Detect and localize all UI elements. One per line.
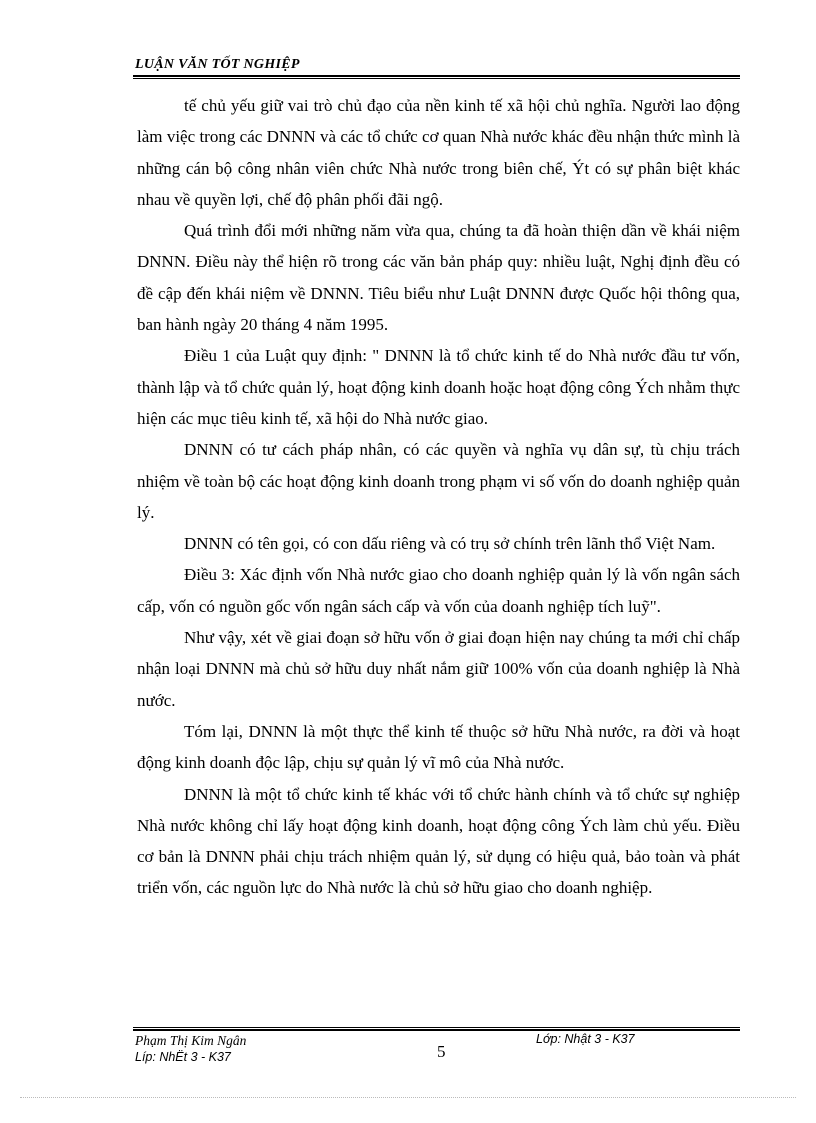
footer-author: Phạm Thị Kim Ngân	[135, 1033, 247, 1048]
footer-class-left: Líp: NhËt 3 - K37	[135, 1050, 231, 1064]
body-text	[137, 90, 740, 904]
paragraph-1: tế chủ yếu giữ vai trò chủ đạo của nền kinh tế xã hội chủ nghĩa. Người lao động làm việc trong các DNNN và các tổ chức cơ quan Nhà nước khác đều nhận thức mình là những cán bộ công nhân viên chức Nhà nước trong biên chế, Ýt có sự phân biệt khác nhau về quyền lợi, chế độ phân phối đãi ngộ.	[137, 96, 740, 209]
paragraph-4: DNNN có tư cách pháp nhân, có các quyền và nghĩa vụ dân sự, tù chịu trách nhiệm về toàn bộ các hoạt động kinh doanh trong phạm vi số vốn do doanh nghiệp quản lý.	[137, 440, 740, 522]
paragraph-6: Điều 3: Xác định vốn Nhà nước giao cho doanh nghiệp quản lý là vốn ngân sách cấp, vốn có nguồn gốc vốn ngân sách cấp và vốn của doanh nghiệp tích luỹ".	[137, 565, 740, 616]
paragraph-2: Quá trình đổi mới những năm vừa qua, chúng ta đã hoàn thiện dần về khái niệm DNNN. Điều này thể hiện rõ trong các văn bản pháp quy: nhiều luật, Nghị định đều có đề cập đến khái niệm về DNNN. Tiêu biểu như Luật DNNN được Quốc hội thông qua, ban hành ngày 20 tháng 4 năm 1995.	[137, 221, 740, 335]
paragraph-3: Điều 1 của Luật quy định: " DNNN là tổ chức kinh tế do Nhà nước đầu tư vốn, thành lập và tổ chức quản lý, hoạt động kinh doanh hoặc hoạt động công Ých nhằm thực hiện các mục tiêu kinh tế, xã hội do Nhà nước giao.	[137, 346, 740, 428]
footer-rule-thin	[133, 1027, 740, 1028]
page-number: 5	[437, 1042, 446, 1061]
footer-class-right: Lớp: Nhật 3 - K37	[536, 1032, 635, 1046]
header-rule-thin	[133, 78, 740, 79]
footer-rule-thick	[133, 1029, 740, 1031]
header-rule-thick	[133, 75, 740, 77]
paragraph-8: Tóm lại, DNNN là một thực thể kinh tế thuộc sở hữu Nhà nước, ra đời và hoạt động kinh doanh độc lập, chịu sự quản lý vĩ mô của Nhà nước.	[137, 721, 740, 773]
paragraph-9: DNNN là một tổ chức kinh tế khác với tổ chức hành chính và tổ chức sự nghiệp Nhà nước không chỉ lấy hoạt động kinh doanh, hoạt động công Ých làm chủ yếu. Điều cơ bản là DNNN phải chịu trách nhiệm quản lý, sử dụng có hiệu quả, bảo toàn và phát triển vốn, các nguồn lực do Nhà nước là chủ sở hữu giao cho doanh nghiệp.	[137, 784, 740, 898]
paragraph-5: DNNN có tên gọi, có con dấu riêng và có trụ sở chính trên lãnh thổ Việt Nam.	[184, 534, 716, 554]
paragraph-7: Như vậy, xét về giai đoạn sở hữu vốn ở giai đoạn hiện nay chúng ta mới chỉ chấp nhận loại DNNN mà chủ sở hữu duy nhất nắm giữ 100% vốn của doanh nghiệp là Nhà nước.	[137, 628, 740, 710]
page-break-line	[20, 1097, 796, 1098]
header-title: LUẬN VĂN TỐT NGHIỆP	[135, 57, 300, 72]
